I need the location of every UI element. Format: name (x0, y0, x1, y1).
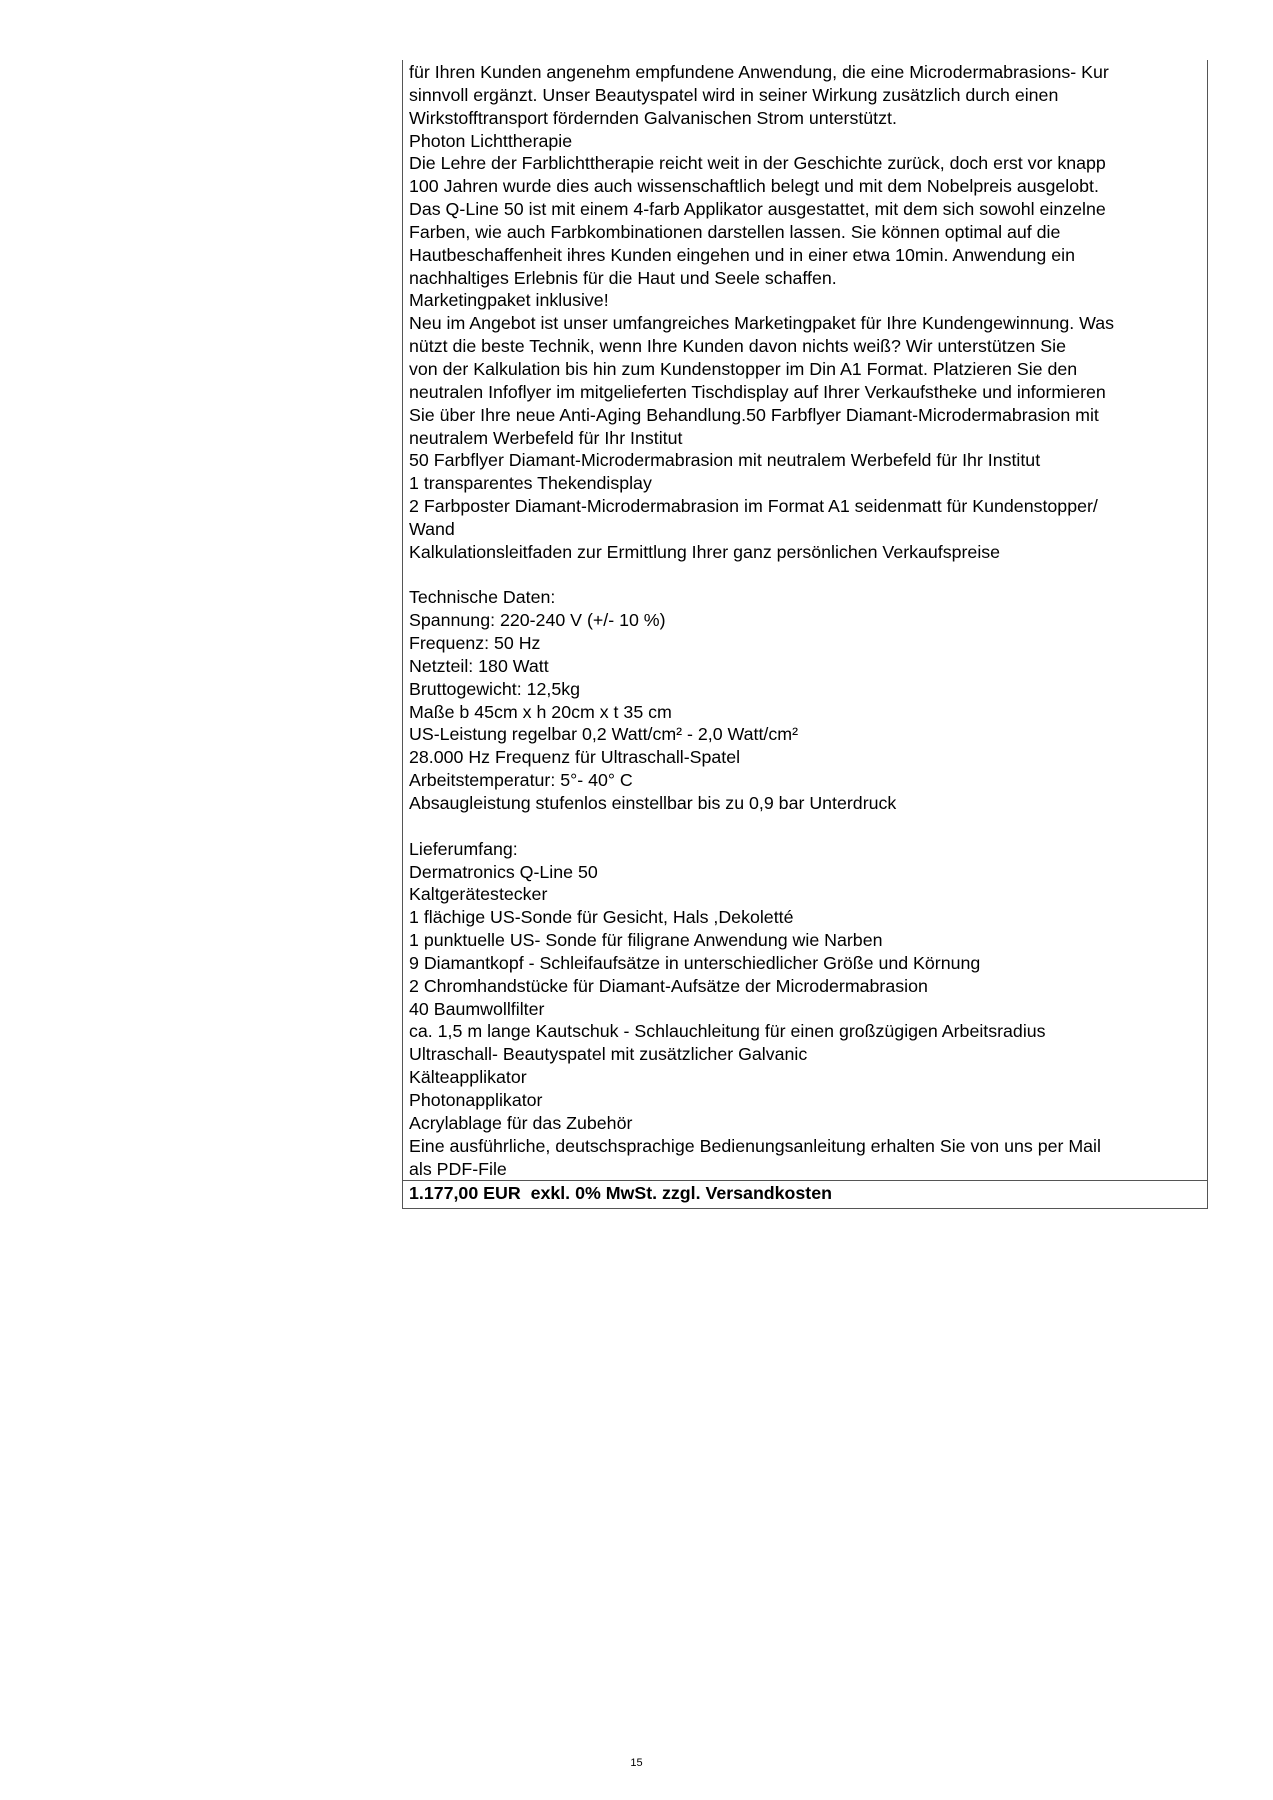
text-line: Hautbeschaffenheit ihres Kunden eingehen und in einer etwa 10min. Anwendung ein (409, 244, 1075, 265)
text-line: neutralem Werbefeld für Ihr Institut (409, 427, 683, 448)
delivery-item: Photonapplikator (409, 1089, 543, 1110)
text-line: Das Q-Line 50 ist mit einem 4-farb Applikator ausgestattet, mit dem sich sowohl einzelne (409, 199, 1106, 220)
delivery-item: als PDF-File (409, 1158, 507, 1179)
intro-section (409, 61, 1207, 564)
spec-line: 28.000 Hz Frequenz für Ultraschall-Spatel (409, 747, 741, 768)
blank-line (409, 815, 1207, 838)
text-line: Wirkstofftransport fördernden Galvanischen Strom unterstützt. (409, 107, 897, 128)
delivery-item: ca. 1,5 m lange Kautschuk - Schlauchleitung für einen großzügigen Arbeitsradius (409, 1021, 1046, 1042)
text-line: Wand (409, 518, 455, 539)
delivery-item: Eine ausführliche, deutschsprachige Bedienungsanleitung erhalten Sie von uns per Mail (409, 1135, 1101, 1156)
spec-line: US-Leistung regelbar 0,2 Watt/cm² - 2,0 Watt/cm² (409, 724, 798, 745)
delivery-item: 1 punktuelle US- Sonde für filigrane Anwendung wie Narben (409, 930, 883, 951)
product-description-box (402, 60, 1208, 1209)
price-line: 1.177,00 EUR exkl. 0% MwSt. zzgl. Versandkosten (409, 1183, 832, 1204)
delivery-item: 40 Baumwollfilter (409, 998, 545, 1019)
text-line: 50 Farbflyer Diamant-Microdermabrasion mit neutralem Werbefeld für Ihr Institut (409, 450, 1041, 471)
delivery-item: Kaltgerätestecker (409, 884, 548, 905)
spec-line: Bruttogewicht: 12,5kg (409, 678, 580, 699)
text-line: 1 transparentes Thekendisplay (409, 473, 652, 494)
text-line: für Ihren Kunden angenehm empfundene Anwendung, die eine Microdermabrasions- Kur (409, 62, 1109, 82)
text-line: Kalkulationsleitfaden zur Ermittlung Ihrer ganz persönlichen Verkaufspreise (409, 541, 1001, 562)
text-line: Die Lehre der Farblichttherapie reicht weit in der Geschichte zurück, doch erst vor knapp (409, 153, 1106, 174)
delivery-item: 1 flächige US-Sonde für Gesicht, Hals ,Dekoletté (409, 907, 794, 928)
delivery-item: 9 Diamantkopf - Schleifaufsätze in unterschiedlicher Größe und Körnung (409, 952, 981, 973)
text-line: sinnvoll ergänzt. Unser Beautyspatel wird in seiner Wirkung zusätzlich durch einen (409, 84, 1059, 105)
technical-data-section (409, 586, 1207, 814)
spec-line: Maße b 45cm x h 20cm x t 35 cm (409, 701, 672, 722)
technical-data-heading: Technische Daten: (409, 587, 556, 608)
section-heading-marketing: Marketingpaket inklusive! (409, 290, 609, 311)
section-heading-photon: Photon Lichttherapie (409, 130, 573, 151)
spec-line: Spannung: 220-240 V (+/- 10 %) (409, 610, 666, 631)
text-line: von der Kalkulation bis hin zum Kundenstopper im Din A1 Format. Platzieren Sie den (409, 358, 1078, 379)
text-line: nützt die beste Technik, wenn Ihre Kunden davon nichts weiß? Wir unterstützen Sie (409, 336, 1066, 357)
spec-line: Netzteil: 180 Watt (409, 655, 549, 676)
text-line: neutralen Infoflyer im mitgelieferten Tischdisplay auf Ihrer Verkaufstheke und informieren (409, 381, 1106, 402)
delivery-scope-section (409, 838, 1207, 1181)
delivery-scope-heading: Lieferumfang: (409, 838, 518, 859)
delivery-item: 2 Chromhandstücke für Diamant-Aufsätze der Microdermabrasion (409, 975, 928, 996)
text-line: 2 Farbposter Diamant-Microdermabrasion im Format A1 seidenmatt für Kundenstopper/ (409, 496, 1098, 517)
text-line: Sie über Ihre neue Anti-Aging Behandlung.50 Farbflyer Diamant-Microdermabrasion mit (409, 404, 1099, 425)
text-line: 100 Jahren wurde dies auch wissenschaftlich belegt und mit dem Nobelpreis ausgelobt. (409, 176, 1099, 197)
delivery-item: Dermatronics Q-Line 50 (409, 861, 598, 882)
page-number: 15 (630, 1757, 643, 1769)
text-line: Farben, wie auch Farbkombinationen darstellen lassen. Sie können optimal auf die (409, 221, 1061, 242)
text-line: Neu im Angebot ist unser umfangreiches Marketingpaket für Ihre Kundengewinnung. Was (409, 313, 1115, 334)
delivery-item: Ultraschall- Beautyspatel mit zusätzlicher Galvanic (409, 1044, 808, 1065)
description-cell (403, 60, 1207, 1181)
delivery-item: Kälteapplikator (409, 1067, 527, 1088)
spec-line: Frequenz: 50 Hz (409, 633, 541, 654)
spec-line: Arbeitstemperatur: 5°- 40° C (409, 770, 633, 791)
delivery-item: Acrylablage für das Zubehör (409, 1112, 633, 1133)
blank-line (409, 564, 1207, 587)
spec-line: Absaugleistung stufenlos einstellbar bis zu 0,9 bar Unterdruck (409, 793, 897, 813)
text-line: nachhaltiges Erlebnis für die Haut und Seele schaffen. (409, 267, 837, 288)
